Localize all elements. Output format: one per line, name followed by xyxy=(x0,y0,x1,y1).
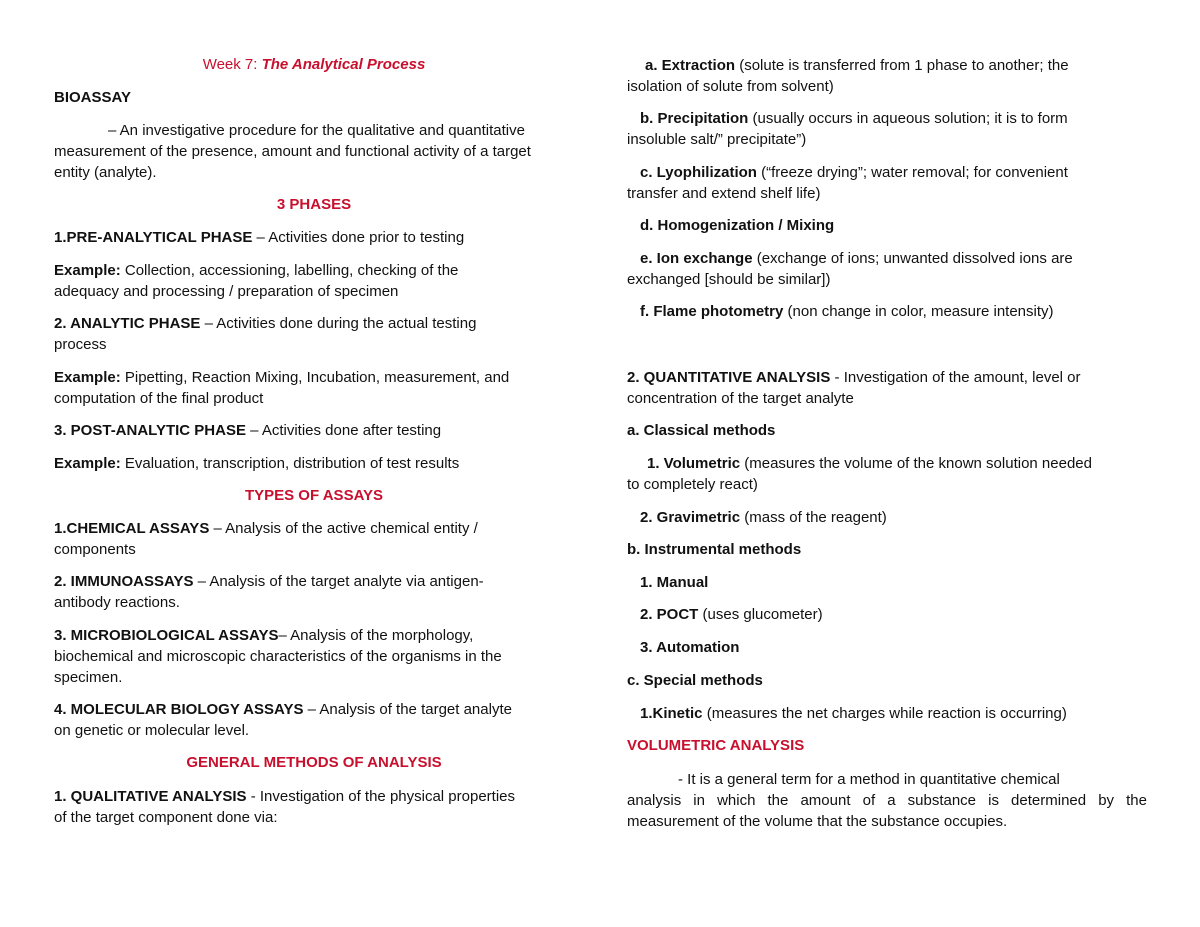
phase2-example-line-1 xyxy=(54,367,574,388)
ion-exchange-line-2: exchanged [should be similar]) xyxy=(627,271,831,288)
lyophilization-title: c. Lyophilization xyxy=(640,164,757,181)
precipitation-title: b. Precipitation xyxy=(640,110,749,127)
precipitation-line-2: insoluble salt/” precipitate”) xyxy=(627,131,807,148)
assay2-title: 2. IMMUNOASSAYS xyxy=(54,573,194,590)
volumetric-analysis-line-2: analysis in which the amount of a substance is determined by the xyxy=(627,792,1147,809)
flame-photometry-line xyxy=(627,301,1147,322)
kinetic-line xyxy=(627,703,1147,724)
assay3-line-3: specimen. xyxy=(54,669,123,686)
assay3-line-1 xyxy=(54,625,574,646)
volumetric-title: 1. Volumetric xyxy=(647,455,741,472)
assay1-line-1 xyxy=(54,518,574,539)
methods-heading: GENERAL METHODS OF ANALYSIS xyxy=(186,754,442,771)
gravimetric-desc: (mass of the reagent) xyxy=(740,509,887,526)
phase3-example-label: Example: xyxy=(54,455,121,472)
assay4-desc: – Analysis of the target analyte xyxy=(303,701,512,718)
lyophilization-desc: (“freeze drying”; water removal; for convenient xyxy=(756,164,1068,181)
ion-exchange-title: e. Ion exchange xyxy=(640,250,753,267)
instrumental-methods: b. Instrumental methods xyxy=(627,541,802,558)
volumetric-line-1 xyxy=(627,453,1147,474)
volumetric-analysis-line-1: - It is a general term for a method in quantitative chemical xyxy=(678,771,1060,788)
flame-photometry-title: f. Flame photometry xyxy=(640,303,784,320)
precipitation-desc: (usually occurs in aqueous solution; it is to form xyxy=(748,110,1068,127)
gravimetric-line xyxy=(627,507,1147,528)
automation-line: 3. Automation xyxy=(640,639,740,656)
page-title xyxy=(54,54,574,75)
phase1-line xyxy=(54,227,574,248)
assay4-line-1 xyxy=(54,699,574,720)
extraction-title: a. Extraction xyxy=(645,57,736,74)
kinetic-desc: (measures the net charges while reaction is occurring) xyxy=(702,705,1067,722)
assay3-desc: – Analysis of the morphology, xyxy=(278,627,474,644)
phase1-title: 1.PRE-ANALYTICAL PHASE xyxy=(54,229,253,246)
bioassay-line-1: – An investigative procedure for the qualitative and quantitative xyxy=(108,122,525,139)
quantitative-title: 2. QUANTITATIVE ANALYSIS xyxy=(627,369,831,386)
flame-photometry-desc: (non change in color, measure intensity) xyxy=(783,303,1054,320)
title-topic: The Analytical Process xyxy=(261,56,426,73)
extraction-desc: (solute is transferred from 1 phase to another; the xyxy=(735,57,1069,74)
bioassay-line-2: measurement of the presence, amount and functional activity of a target xyxy=(54,143,531,160)
assay2-line-1 xyxy=(54,571,574,592)
assay1-line-2: components xyxy=(54,541,136,558)
phase3-example-text: Evaluation, transcription, distribution of test results xyxy=(120,455,460,472)
assay3-line-2: biochemical and microscopic characteristics of the organisms in the xyxy=(54,648,502,665)
homogenization-line: d. Homogenization / Mixing xyxy=(640,217,835,234)
phase3-desc: – Activities done after testing xyxy=(245,422,442,439)
phase1-example-line-2: adequacy and processing / preparation of specimen xyxy=(54,283,399,300)
volumetric-desc: (measures the volume of the known solution needed xyxy=(740,455,1092,472)
phase1-desc: – Activities done prior to testing xyxy=(252,229,465,246)
phase2-line-2: process xyxy=(54,336,107,353)
phase1-example-text: Collection, accessioning, labelling, checking of the xyxy=(120,262,459,279)
phase1-example-line-1 xyxy=(54,260,574,281)
assay2-desc: – Analysis of the target analyte via antigen- xyxy=(193,573,484,590)
poct-title: 2. POCT xyxy=(640,606,699,623)
poct-line xyxy=(627,604,1147,625)
qualitative-title: 1. QUALITATIVE ANALYSIS xyxy=(54,788,247,805)
phase2-title: 2. ANALYTIC PHASE xyxy=(54,315,201,332)
qualitative-line-1 xyxy=(54,786,574,807)
title-week: Week 7: xyxy=(202,56,258,73)
assay2-line-2: antibody reactions. xyxy=(54,594,180,611)
special-methods: c. Special methods xyxy=(627,672,763,689)
extraction-line-2: isolation of solute from solvent) xyxy=(627,78,834,95)
ion-exchange-line-1 xyxy=(627,248,1147,269)
lyophilization-line-2: transfer and extend shelf life) xyxy=(627,185,821,202)
assay4-line-2: on genetic or molecular level. xyxy=(54,722,250,739)
bioassay-heading: BIOASSAY xyxy=(54,89,131,106)
assay1-title: 1.CHEMICAL ASSAYS xyxy=(54,520,210,537)
phases-heading: 3 PHASES xyxy=(276,196,352,213)
ion-exchange-desc: (exchange of ions; unwanted dissolved ions are xyxy=(752,250,1073,267)
phase2-example-text: Pipetting, Reaction Mixing, Incubation, measurement, and xyxy=(120,369,510,386)
assay4-title: 4. MOLECULAR BIOLOGY ASSAYS xyxy=(54,701,304,718)
volumetric-analysis-line-3: measurement of the volume that the substance occupies. xyxy=(627,813,1008,830)
phase1-example-label: Example: xyxy=(54,262,121,279)
quantitative-desc: - Investigation of the amount, level or xyxy=(830,369,1081,386)
volumetric-line-2: to completely react) xyxy=(627,476,758,493)
manual-line: 1. Manual xyxy=(640,574,709,591)
phase2-example-label: Example: xyxy=(54,369,121,386)
phase3-title: 3. POST-ANALYTIC PHASE xyxy=(54,422,246,439)
poct-desc: (uses glucometer) xyxy=(698,606,823,623)
bioassay-line-3: entity (analyte). xyxy=(54,164,157,181)
phase2-example-line-2: computation of the final product xyxy=(54,390,264,407)
precipitation-line-1 xyxy=(627,108,1147,129)
quantitative-line-2: concentration of the target analyte xyxy=(627,390,854,407)
phase2-line-1 xyxy=(54,313,574,334)
phase3-example-line xyxy=(54,453,574,474)
phase2-desc: – Activities done during the actual testing xyxy=(200,315,477,332)
qualitative-line-2: of the target component done via: xyxy=(54,809,278,826)
quantitative-line-1 xyxy=(627,367,1147,388)
qualitative-desc: - Investigation of the physical properties xyxy=(246,788,516,805)
phase3-line xyxy=(54,420,574,441)
classical-methods: a. Classical methods xyxy=(627,422,776,439)
volumetric-analysis-heading: VOLUMETRIC ANALYSIS xyxy=(627,737,805,754)
lyophilization-line-1 xyxy=(627,162,1147,183)
assays-heading: TYPES OF ASSAYS xyxy=(244,487,384,504)
extraction-line-1 xyxy=(627,55,1147,76)
kinetic-title: 1.Kinetic xyxy=(640,705,703,722)
assay3-title: 3. MICROBIOLOGICAL ASSAYS xyxy=(54,627,279,644)
assay1-desc: – Analysis of the active chemical entity / xyxy=(209,520,478,537)
gravimetric-title: 2. Gravimetric xyxy=(640,509,741,526)
